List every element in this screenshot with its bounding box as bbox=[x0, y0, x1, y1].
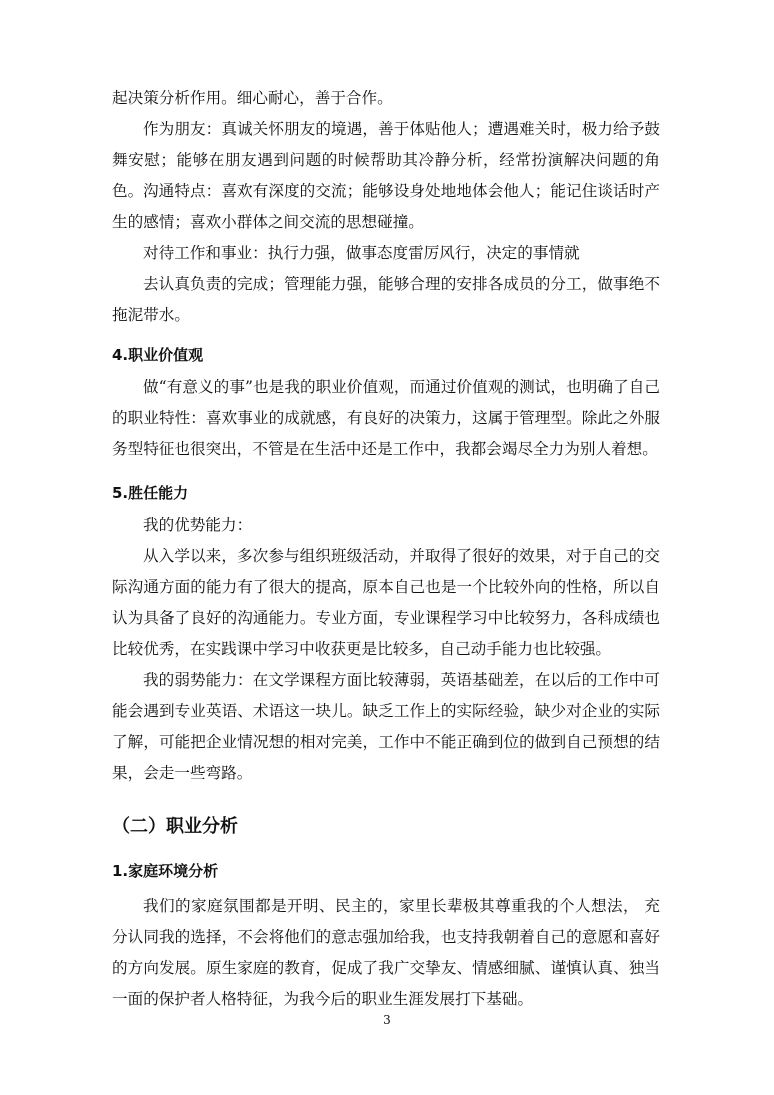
page-number: 3 bbox=[383, 1013, 391, 1027]
paragraph-career-values: 做“有意义的事”也是我的职业价值观，而通过价值观的测试，也明确了自己的职业特性：喜欢事业的成就感，有良好的决策力，这属于管理型。除此之外服务型特征也很突出，不管是在生活中还是工作中，我都会竭尽全力为别人着想。 bbox=[112, 378, 660, 458]
paragraph-work-attitude-2: 去认真负责的完成；管理能力强，能够合理的安排各成员的分工，做事绝不拖泥带水。 bbox=[112, 275, 660, 324]
heading-family-environment: 1.家庭环境分析 bbox=[112, 862, 219, 880]
paragraph-family: 我们的家庭氛围都是开明、民主的，家里长辈极其尊重我的个人想法， 充分认同我的选择，不会将他们的意志强加给我，也支持我朝着自己的意愿和喜好的方向发展。原生家庭的教育，促成了我广交挚友、情感细腻、谨慎认真、独当一面的保护者人格特征，为我今后的职业生涯发展打下基础。 bbox=[112, 897, 660, 1008]
paragraph-strength: 从入学以来，多次参与组织班级活动，并取得了很好的效果，对于自己的交际沟通方面的能力有了很大的提高，原本自己也是一个比较外向的性格，所以自认为具备了良好的沟通能力。专业方面，专业课程学习中比较努力，各科成绩也比较优秀，在实践课中学习中收获更是比较多，自己动手能力也比较强。 bbox=[112, 547, 660, 658]
paragraph-work-attitude-1: 对待工作和事业：执行力强，做事态度雷厉风行，决定的事情就 bbox=[143, 244, 580, 262]
paragraph-as-friend: 作为朋友：真诚关怀朋友的境遇，善于体贴他人；遭遇难关时，极力给予鼓舞安慰；能够在朋友遇到问题的时候帮助其冷静分析，经常扮演解决问题的角色。 bbox=[112, 120, 660, 200]
paragraph-strength-label: 我的优势能力： bbox=[143, 516, 253, 534]
heading-competence: 5.胜任能力 bbox=[112, 484, 189, 502]
paragraph-communication: 沟通特点：喜欢有深度的交流；能够设身处地地体会他人；能记住谈话时产生的感情；喜欢小群体之间交流的思想碰撞。 bbox=[112, 182, 660, 231]
paragraph-weakness: 我的弱势能力：在文学课程方面比较薄弱，英语基础差，在以后的工作中可能会遇到专业英语、术语这一块儿。缺乏工作上的实际经验，缺少对企业的实际了解，可能把企业情况想的相对完美，工作中不能正确到位的做到自己预想的结果，会走一些弯路。 bbox=[112, 671, 660, 782]
paragraph-intro: 起决策分析作用。细心耐心，善于合作。 bbox=[112, 89, 393, 107]
heading-career-analysis: （二）职业分析 bbox=[112, 816, 238, 837]
heading-career-values: 4.职业价值观 bbox=[112, 346, 204, 364]
